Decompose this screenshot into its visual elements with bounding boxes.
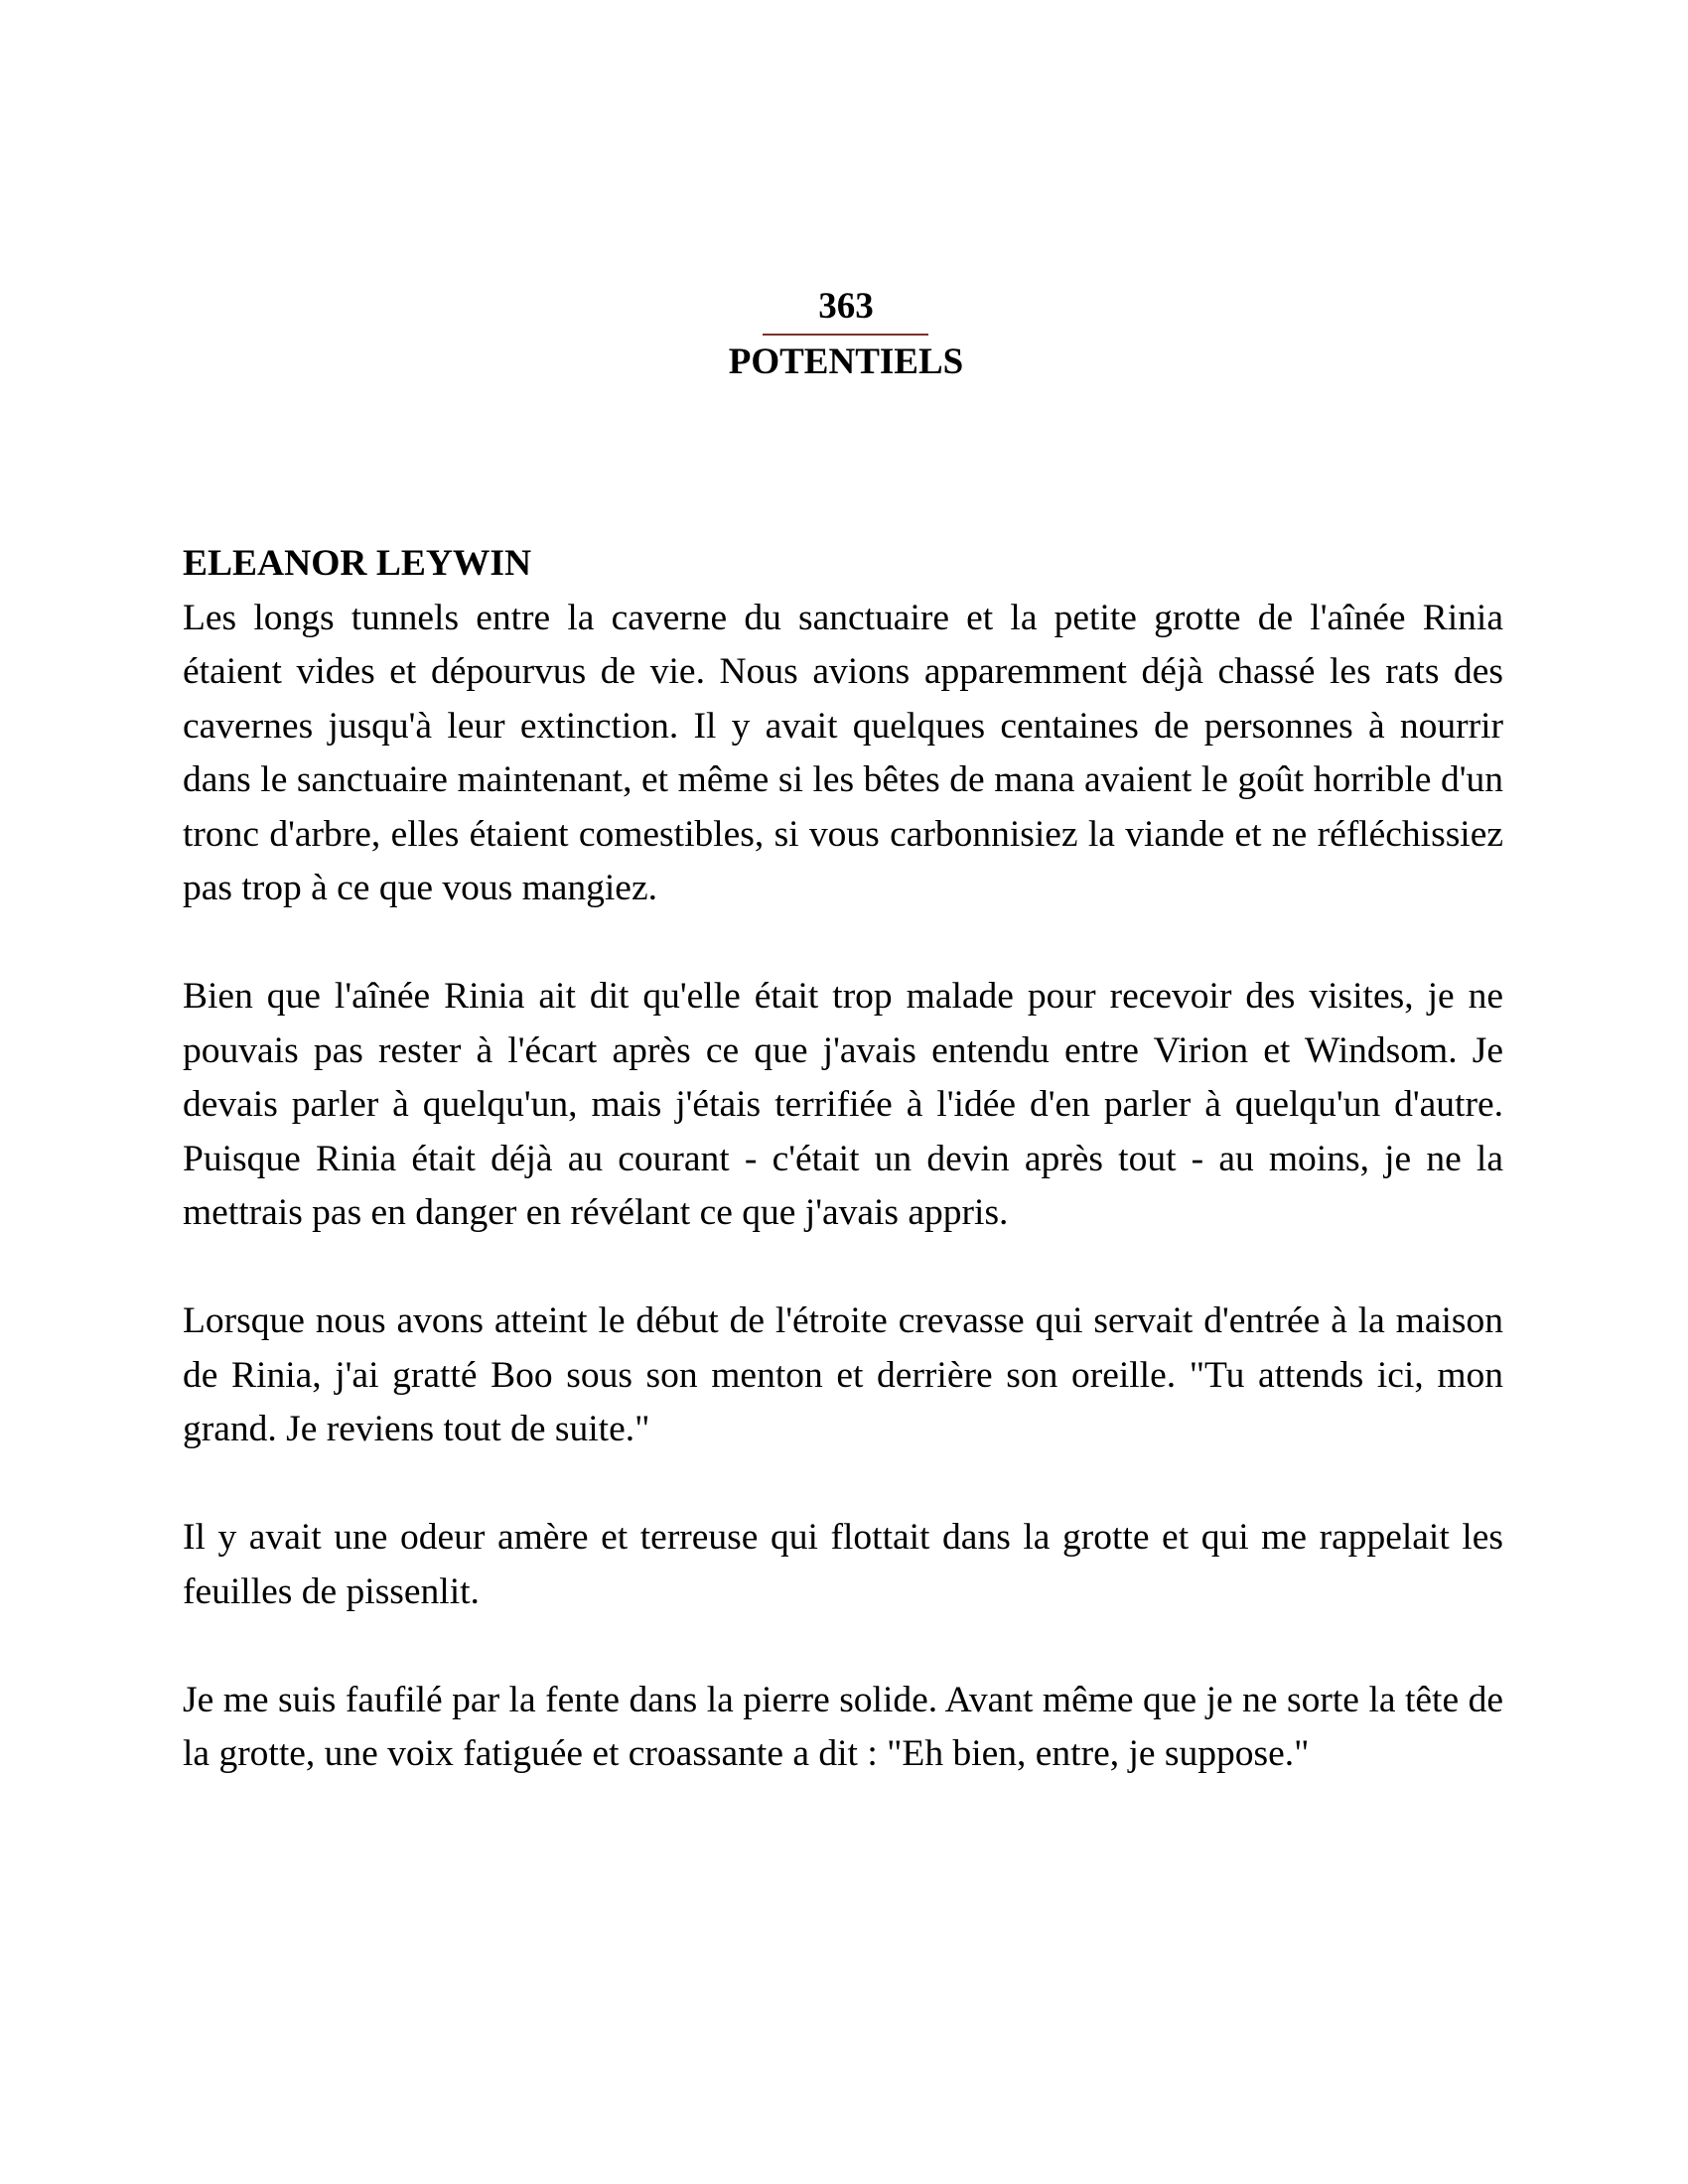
pov-heading: ELEANOR LEYWIN: [183, 543, 532, 584]
paragraph-1: Les longs tunnels entre la caverne du sanctuaire et la petite grotte de l'aînée Rinia étaient vides et dépourvus de vie. Nous avions apparemment déjà chassé les rats des cavernes jusqu'à leur extinction. Il y avait quelques centaines de personnes à nourrir dans le sanctuaire maintenant, et même si les bêtes de mana avaient le goût horrible d'un tronc d'arbre, elles étaient comestibles, si vous carbonnisiez la viande et ne réfléchissiez pas trop à ce que vous mangiez.: [183, 597, 1503, 908]
chapter-title: POTENTIELS: [728, 341, 964, 382]
paragraph-3: Lorsque nous avons atteint le début de l'étroite crevasse qui servait d'entrée à la maison de Rinia, j'ai gratté Boo sous son menton et derrière son oreille. "Tu attends ici, mon grand. Je reviens tout de suite.": [183, 1300, 1503, 1449]
paragraph-4: Il y avait une odeur amère et terreuse qui flottait dans la grotte et qui me rappelait les feuilles de pissenlit.: [183, 1517, 1503, 1612]
chapter-number: 363: [818, 286, 874, 327]
chapter-body: [183, 537, 1503, 1836]
paragraph-5: Je me suis faufilé par la fente dans la pierre solide. Avant même que je ne sorte la tête de la grotte, une voix fatiguée et croassante a dit : "Eh bien, entre, je suppose.": [183, 1679, 1503, 1774]
paragraph-2: Bien que l'aînée Rinia ait dit qu'elle était trop malade pour recevoir des visites, je ne pouvais pas rester à l'écart après ce que j'avais entendu entre Virion et Windsom. Je devais parler à quelqu'un, mais j'étais terrifiée à l'idée d'en parler à quelqu'un d'autre. Puisque Rinia était déjà au courant - c'était un devin après tout - au moins, je ne la mettrais pas en danger en révélant ce que j'avais appris.: [183, 976, 1503, 1233]
chapter-divider-rule: [763, 334, 928, 336]
